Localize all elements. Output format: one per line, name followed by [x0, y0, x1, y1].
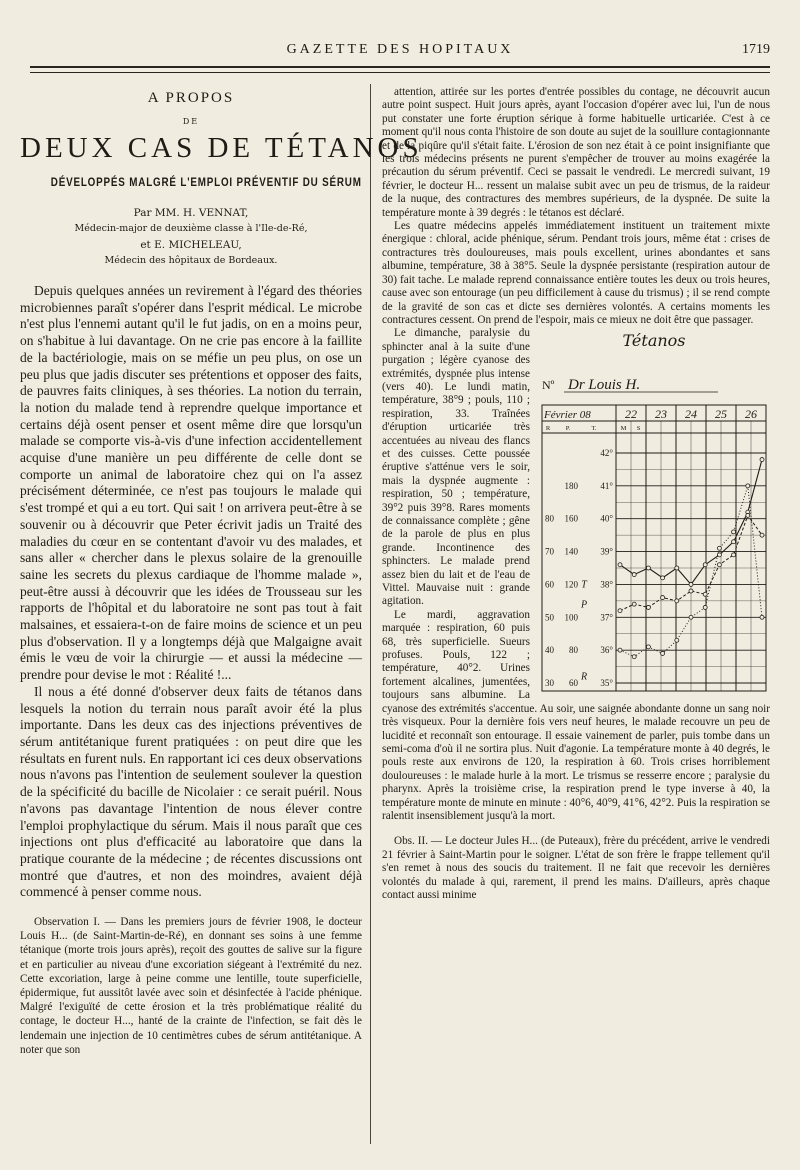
- intro-paragraph-1: Depuis quelques années un revirement à l'égard des théories microbiennes paraît s'opérer dans l'esprit médical. Le microbe n'est plus l'ennemi autant qu'il le fut jadis, on en a moins peur, on s'habitue à lui davantage. On ne crie pas encore à la faillite de la bactériologie, mais on se méfie un peu plus, on ose un peu plus que jadis discuter ses prétentions et opposer des faits, de pauvres faits cliniques, à ses théories. La notion du terrain, la notion du malade tend à reprendre quelque importance et certains déjà osent penser et osent même dire que lorsqu'un malade se comporte vis-à-vis d'une infection accidentellement acquise d'une manière un peu différente de celle dont se comporte un animal de laboratoire chez qui on l'a assez précisément déterminée, ce n'est pas toujours le malade qui s'est trompé et qui a eu tort. Qui sait ! on arrivera peut-être à se souvenir ou à découvrir que Peter écrivit jadis un Traité des maladies du cœur en se contentant d'avoir vu des malades, et sans aller « chercher dans le plexus solaire de la grenouille saine les secrets du plexus cardiaque de l'homme malade », peut-être aussi à découvrir que les idées de Trousseau sur les rapports de l'hôpital et du laboratoire ne sont pas tout à fait malsaines, et essaiera-t-on de faire moins de science et un peu plus d'observation. Il y a longtemps déjà que Malgaigne avait émis le vœu de voir la chirurgie — et aussi la médecine — prendre pour devise le mot : Réalité !...: [20, 283, 362, 683]
- chart-pulse-tick: 100: [564, 612, 578, 623]
- chart-series-R-point: [689, 616, 693, 620]
- chart-series-P-point: [632, 602, 636, 606]
- journal-title: GAZETTE DES HOPITAUX: [286, 42, 514, 57]
- chart-series-P-point: [646, 606, 650, 610]
- chart-series-T-point: [646, 566, 650, 570]
- chart-series-R-point: [760, 616, 764, 620]
- chart-legend-p: P: [580, 599, 588, 611]
- right-paragraph-1: attention, attirée sur les portes d'entrée possibles du contage, ne découvrit aucun autre point suspect. Huit jours après, ayant l'occasion d'opérer avec lui, l'un de nous put constater une forte éruption sérique à forme habituelle urticariée. C'est à ce moment qu'il nous conta l'histoire de son doute au sujet de la souillure contagionnante et de la piqûre qu'il s'était faite. L'érosion de son nez était à ce point insignifiante que les trois médecins présents ne purent s'empêcher de trouver au moins exagérée la précaution du sérum préventif. Ceci se passait le vendredi. Le mercredi suivant, 19 février, le docteur H... ressent un malaise subit avec un peu de trismus, de la raideur de la nuque, des contractures des membres supérieurs, de la dyspnée. De suite la température monte à 39 degrés : le tétanos est déclaré.: [382, 86, 770, 219]
- chart-column-head: M: [620, 425, 627, 433]
- chart-day-label: 22: [625, 407, 637, 422]
- chart-series-T-point: [661, 576, 665, 580]
- chart-series-T-point: [760, 458, 764, 462]
- chart-temperature-tick: 37°: [600, 612, 613, 623]
- authors-line: Par MM. H. VENNAT,: [133, 207, 249, 219]
- chart-series-R-point: [618, 648, 622, 652]
- chart-temperature-tick: 39°: [600, 546, 613, 557]
- chart-series-P-point: [717, 563, 721, 567]
- chart-legend-t: T: [581, 580, 587, 592]
- chart-series-R-point: [632, 655, 636, 659]
- right-paragraph-3: Le dimanche, paralysie du sphincter anal à la suite d'une purgation ; légère cyanose des extrémités, dyspnée plus intense (vers 40). Le lundi matin, température, 38°9 ; pouls, 110 ; respiration, 33. Traînées d'éruption urticariée très accentuées au niveau des flancs et des cuisses. Cette poussée éruptive s'atténue vers le soir, mais la dyspnée augmente : respiration, 50 ; température, 39°2 puis 39°8. Rares moments de connaissance complète ; gêne de la parole de plus en plus grande. Incontinence des sphincters. Le malade prend assez bien du lait et de l'eau de Vittel. Mauvaise nuit : grande agitation.: [382, 327, 530, 608]
- chart-temperature-tick: 35°: [600, 678, 613, 689]
- chart-series-P-point: [661, 596, 665, 600]
- header-rule-thin: [30, 72, 770, 73]
- chart-title: Tétanos: [622, 331, 686, 351]
- article-intro: [20, 283, 362, 901]
- chart-series-R-point: [703, 606, 707, 610]
- chart-series-T-point: [732, 540, 736, 544]
- chart-series-P-point: [675, 599, 679, 603]
- chart-series-P-point: [703, 593, 707, 597]
- header-rule-thick: [30, 66, 770, 68]
- author2-line: et E. MICHELEAU,: [140, 239, 242, 251]
- chart-series-P-point: [746, 514, 750, 518]
- chart-temperature-tick: 42°: [600, 448, 613, 459]
- chart-series-R-point: [661, 652, 665, 656]
- chart-series-T-point: [618, 563, 622, 567]
- chart-resp-tick: 80: [545, 514, 554, 525]
- chart-column-head: S: [636, 425, 641, 433]
- chart-column-head: T.: [591, 425, 597, 433]
- chart-series-R-point: [746, 484, 750, 488]
- chart-resp-tick: 30: [545, 678, 554, 689]
- intro-paragraph-2: Il nous a été donné d'observer deux faits de tétanos dans lesquels la notion du terrain nous paraît avoir été la plus importante. Dans les deux cas des injections préventives de sérum antitétanique furent pratiquées : on peut dire que les résultats en furent nuls. En rapportant ici ces deux observations nous n'avons pas l'intention de seulement soulever la question de la spécificité du bacille de Nicolaier : ce serait puéril. Nous n'avons pas davantage l'intention de nous élever contre l'emploi prophylactique du sérum. Mais il nous paraît que ces injections ont plus d'efficacité au laboratoire que dans la pratique courante de la médecine ; de récentes discussions ont montré que d'autres, et non des moindres, avaient déjà commencé à penser comme nous.: [20, 683, 362, 900]
- chart-resp-tick: 70: [545, 546, 554, 557]
- chart-series-T-point: [632, 573, 636, 577]
- chart-temperature-tick: 40°: [600, 514, 613, 525]
- chart-series-P-point: [618, 609, 622, 613]
- author2-position: Médecin des hôpitaux de Bordeaux.: [104, 255, 278, 266]
- chart-series-T-point: [689, 583, 693, 587]
- chart-temperature-tick: 36°: [600, 645, 613, 656]
- chart-day-label: 26: [745, 407, 757, 422]
- chart-wrap-block: [382, 327, 770, 823]
- chart-column-head: R: [545, 425, 551, 433]
- right-paragraph-2: Les quatre médecins appelés immédiatement instituent un traitement mixte énergique : chloral, acide phénique, sérum. Pendant trois jours, même état : crises de contractures très douloureuses, mais pouls excellent, urines abondantes et sans albumine, température, 38 à 38°5. Seule la dyspnée persistante (respiration autour de 30) fait tache. Le malade reprend connaissance entière toutes les deux ou trois heures, cause avec son entourage (un peu difficilement à cause du trismus) ; il se rend compte de la gravité de son cas et dicte ses dernières volontés. A certains moments les contractures cessent. On prend de l'espoir, mais ce mieux ne doit être que passager.: [382, 220, 770, 326]
- chart-legend-r: R: [580, 672, 588, 684]
- chart-day-label: 23: [655, 407, 667, 422]
- chart-series-R-point: [717, 547, 721, 551]
- author1-position: Médecin-major de deuxième classe à l'Ile-de-Ré,: [74, 223, 308, 234]
- chart-series-T-point: [717, 553, 721, 557]
- article-kicker-de: DE: [182, 117, 200, 126]
- right-column: [382, 86, 770, 902]
- chart-pulse-tick: 80: [569, 645, 578, 656]
- chart-resp-tick: 40: [545, 645, 554, 656]
- chart-day-label: 24: [685, 407, 697, 422]
- left-column: [20, 86, 423, 1068]
- chart-resp-tick: 50: [545, 612, 554, 623]
- chart-pulse-tick: 180: [564, 481, 578, 492]
- right-paragraph-4: Le mardi, aggravation marquée : respiration, 60 puis 68, très superficielle. Sueurs profuses. Pouls, 122 ; température, 40°2. Urines fortement alcalines, jumentées, toujours sans albumine. La cyanose des extrémités s'accentue. Au soir, une saignée abondante donne un sang noir très visqueux. Pour la dernière fois vers neuf heures, le malade recouvre un peu de lucidité et reconnaît son entourage. Il essaie vainement de parler, puis tombe dans un semi-coma d'où il ne sortira plus. Nuit d'agonie. La température monte à 40 degrés, le pouls reste aux environs de 120, la respiration à 60. Trois crises horriblement douloureuses : le malade hurle à la mort. Le trismus se resserre encore ; paralysie du pharynx. Après la troisième crise, la respiration prend le type inverse à 40, la température monte de minute en minute : 40°6, 40°9, 41°6, 42°2. Puis la respiration se ralentit insensiblement jusqu'à la mort.: [382, 608, 770, 822]
- chart-series-R-point: [675, 639, 679, 643]
- chart-patient-label: Nº: [542, 378, 555, 393]
- chart-series-R-point: [646, 645, 650, 649]
- column-divider: [370, 84, 371, 1144]
- chart-series-P-point: [760, 533, 764, 537]
- article-kicker: A PROPOS: [147, 90, 235, 106]
- observation-2-paragraph: Obs. II. — Le docteur Jules H... (de Puteaux), frère du précédent, arrive le vendredi 21 février à Saint-Martin pour le soigner. L'état de son frère le frappe tellement qu'il s'en remet à nous des soucis du traitement. Il ne fait que recevoir les dernières volontés du malade à qui, rarement, il prend les mains. D'ailleurs, après chaque contact aussi minime: [382, 835, 770, 901]
- temperature-chart: [538, 331, 770, 697]
- chart-resp-tick: 60: [545, 579, 554, 590]
- page-number: 1719: [742, 42, 770, 57]
- article-title: DEUX CAS DE TÉTANOS: [20, 132, 423, 164]
- chart-series-R-point: [732, 530, 736, 534]
- chart-series-T-point: [703, 563, 707, 567]
- chart-temperature-tick: 38°: [600, 579, 613, 590]
- chart-temperature-tick: 41°: [600, 481, 613, 492]
- observation-1-paragraph: Observation I. — Dans les premiers jours de février 1908, le docteur Louis H... (de Saint-Martin-de-Ré), en donnant ses soins à une femme tétanique (morte trois jours après), reçoit des gouttes de salive sur la figure et en particulier au niveau d'une excoriation siégeant à l'extrémité du nez. Cette excoriation, large à peine comme une lentille, toute superficielle, épidermique, fut aussitôt lavée avec soin et désinfectée à l'acide phénique. Malgré l'exiguïté de cette érosion et la très problématique réalité du contage, le docteur H..., hanté de la crainte de l'infection, se fait dès le lendemain une injection de 10 centimètres cubes de sérum antitétanique. A noter que son: [20, 916, 362, 1056]
- chart-series-P-point: [689, 589, 693, 593]
- chart-month-label: Février 08: [544, 409, 591, 422]
- chart-series-P-point: [732, 553, 736, 557]
- chart-pulse-tick: 120: [564, 579, 578, 590]
- article-subtitle: DÉVELOPPÉS MALGRÉ L'EMPLOI PRÉVENTIF DU SÉRUM: [50, 175, 362, 189]
- chart-series-T-point: [675, 566, 679, 570]
- chart-pulse-tick: 60: [569, 678, 578, 689]
- chart-column-head: P.: [565, 425, 571, 433]
- chart-pulse-tick: 140: [564, 546, 578, 557]
- chart-svg: [538, 331, 770, 697]
- chart-pulse-tick: 160: [564, 514, 578, 525]
- chart-patient-name: Dr Louis H.: [568, 377, 641, 394]
- author-block: [20, 205, 362, 269]
- chart-day-label: 25: [715, 407, 727, 422]
